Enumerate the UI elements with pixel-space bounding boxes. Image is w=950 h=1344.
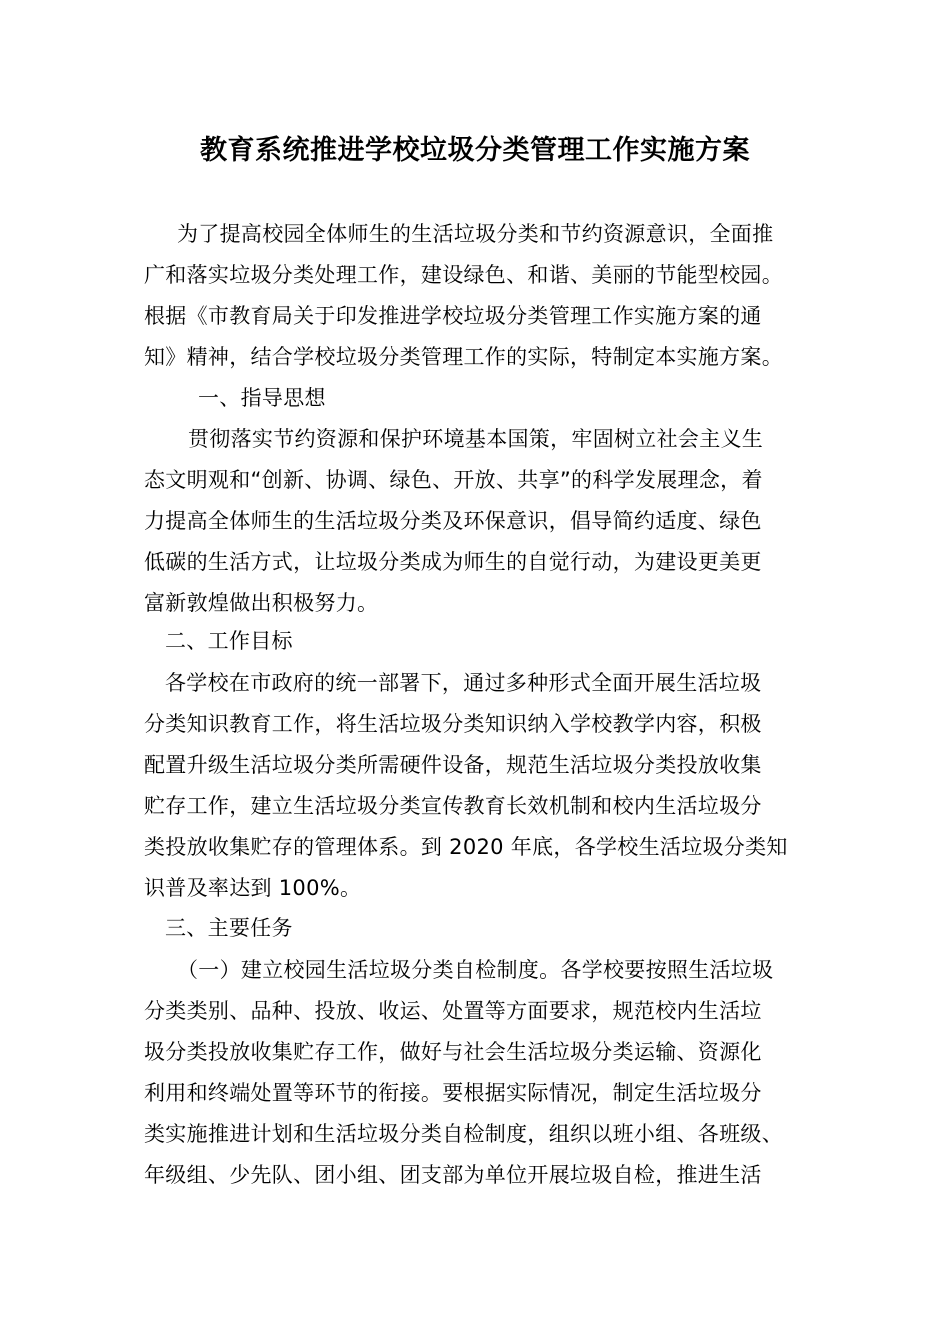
paragraph-line: 类实施推进计划和生活垃圾分类自检制度，组织以班小组、各班级、: [144, 1122, 783, 1146]
paragraph-line: 圾分类投放收集贮存工作，做好与社会生活垃圾分类运输、资源化: [144, 1040, 762, 1064]
paragraph-line: 利用和终端处置等环节的衔接。要根据实际情况，制定生活垃圾分: [144, 1081, 762, 1105]
paragraph-line: 分类类别、品种、投放、收运、处置等方面要求，规范校内生活垃: [144, 999, 762, 1023]
paragraph-line: 富新敦煌做出积极努力。: [144, 591, 379, 615]
section-heading: 三、主要任务: [165, 916, 293, 940]
paragraph-line: 配置升级生活垃圾分类所需硬件设备，规范生活垃圾分类投放收集: [144, 753, 762, 777]
paragraph-line: 知》精神，结合学校垃圾分类管理工作的实际，特制定本实施方案。: [144, 345, 783, 369]
paragraph-line: 贮存工作，建立生活垃圾分类宣传教育长效机制和校内生活垃圾分: [144, 794, 762, 818]
paragraph-line: 贯彻落实节约资源和保护环境基本国策，牢固树立社会主义生: [188, 427, 764, 451]
paragraph-line: 力提高全体师生的生活垃圾分类及环保意识，倡导简约适度、绿色: [144, 509, 762, 533]
paragraph-line: 低碳的生活方式，让垃圾分类成为师生的自觉行动，为建设更美更: [144, 550, 762, 574]
paragraph-line: （一）建立校园生活垃圾分类自检制度。各学校要按照生活垃圾: [177, 958, 774, 982]
section-heading: 二、工作目标: [165, 629, 293, 653]
document-title: 教育系统推进学校垃圾分类管理工作实施方案: [200, 135, 750, 166]
section-heading: 一、指导思想: [198, 386, 326, 410]
paragraph-line: 各学校在市政府的统一部署下，通过多种形式全面开展生活垃圾: [165, 671, 762, 695]
paragraph-line: 广和落实垃圾分类处理工作，建设绿色、和谐、美丽的节能型校园。: [144, 263, 783, 287]
paragraph-line: 分类知识教育工作，将生活垃圾分类知识纳入学校教学内容，积极: [144, 712, 762, 736]
paragraph-line: 态文明观和“创新、协调、绿色、开放、共享”的科学发展理念，着: [144, 468, 763, 492]
paragraph-line: 类投放收集贮存的管理体系。到 2020 年底，各学校生活垃圾分类知: [144, 835, 788, 859]
paragraph-line: 根据《市教育局关于印发推进学校垃圾分类管理工作实施方案的通: [144, 304, 762, 328]
paragraph-line: 年级组、少先队、团小组、团支部为单位开展垃圾自检，推进生活: [144, 1163, 762, 1187]
paragraph-line: 识普及率达到 100%。: [144, 876, 362, 900]
paragraph-line: 为了提高校园全体师生的生活垃圾分类和节约资源意识，全面推: [177, 222, 774, 246]
